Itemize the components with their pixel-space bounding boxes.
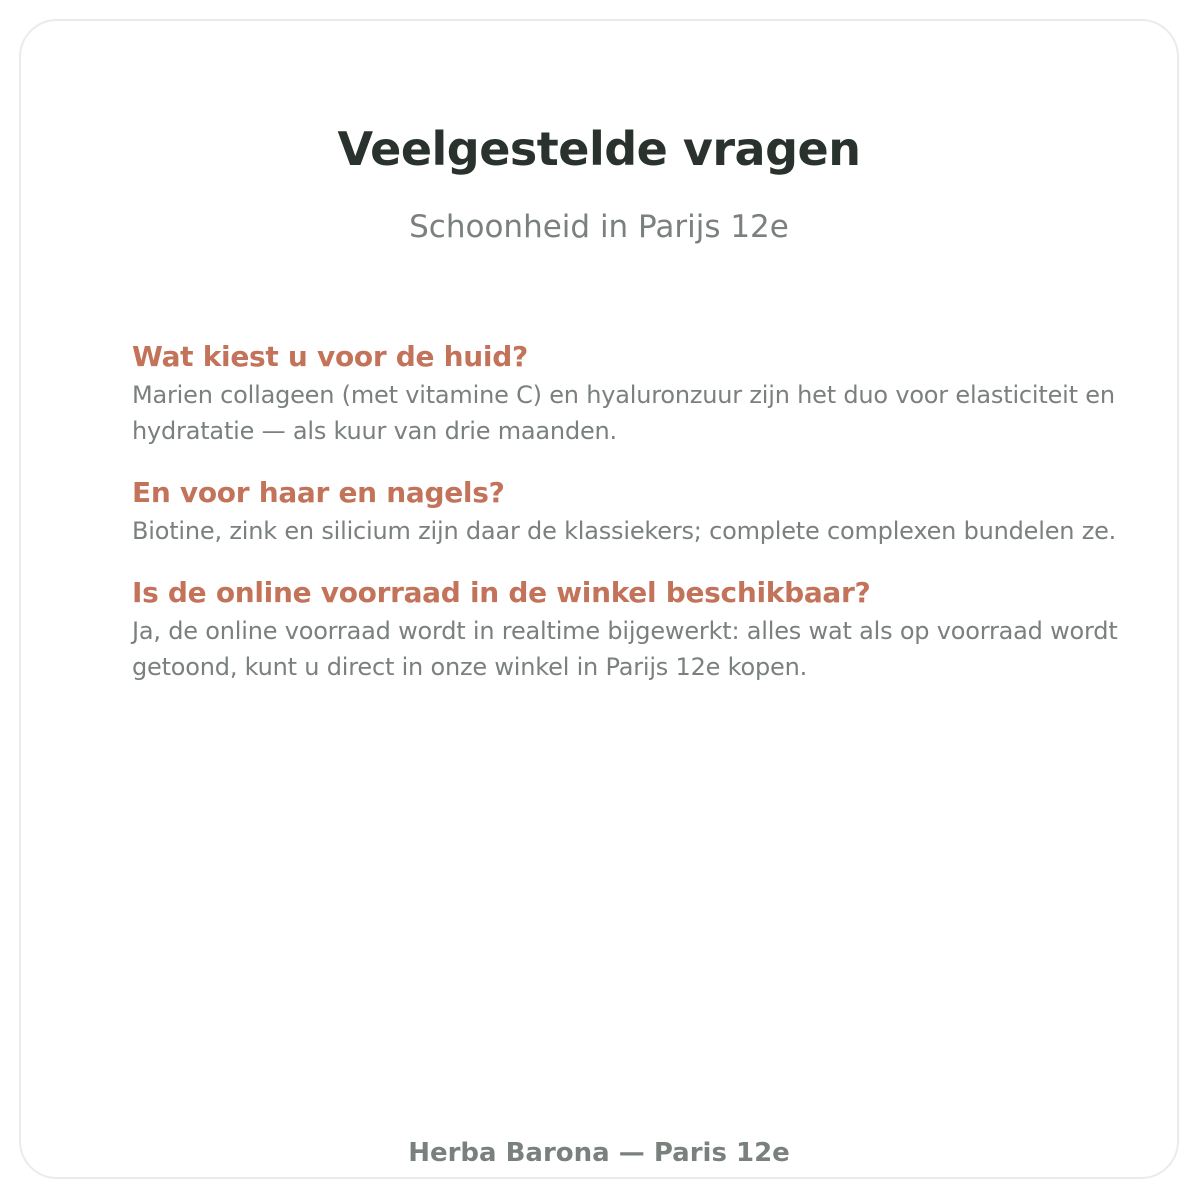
faq-card — [19, 19, 1179, 1179]
faq-answer: Marien collageen (met vitamine C) en hyaluronzuur zijn het duo voor elasticiteit en hydratatie — als kuur van drie maanden. — [132, 381, 1115, 445]
faq-item — [132, 575, 1132, 685]
faq-question: En voor haar en nagels? — [132, 476, 505, 509]
page-title: Veelgestelde vragen — [337, 122, 861, 176]
faq-item — [132, 475, 1132, 549]
faq-question: Wat kiest u voor de huid? — [132, 340, 528, 373]
faq-list — [132, 339, 1132, 711]
page-subtitle: Schoonheid in Parijs 12e — [409, 209, 789, 245]
faq-question: Is de online voorraad in de winkel beschikbaar? — [132, 576, 871, 609]
faq-item — [132, 339, 1132, 449]
faq-answer: Ja, de online voorraad wordt in realtime bijgewerkt: alles wat als op voorraad wordt getoond, kunt u direct in onze winkel in Parijs 12e kopen. — [132, 617, 1118, 681]
footer-brand: Herba Barona — Paris 12e — [408, 1138, 790, 1168]
faq-answer: Biotine, zink en silicium zijn daar de klassiekers; complete complexen bundelen ze. — [132, 517, 1117, 545]
